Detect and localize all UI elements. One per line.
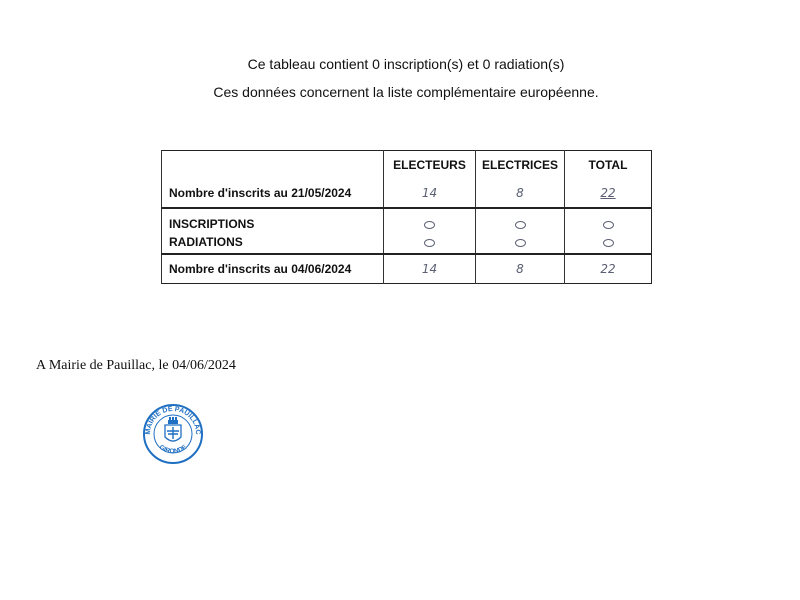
table-header-row [162, 151, 652, 180]
table-row [162, 208, 652, 231]
value-total [565, 208, 652, 231]
value-total [565, 231, 652, 254]
table-row [162, 231, 652, 254]
svg-text:GIRONDE: GIRONDE [157, 443, 189, 456]
handwritten-zero-icon [603, 221, 614, 229]
handwritten-zero-icon [515, 239, 526, 247]
summary-line-counts: Ce tableau contient 0 inscription(s) et 0 radiation(s) [247, 56, 565, 72]
table-row [162, 254, 652, 284]
row-label: Nombre d'inscrits au 21/05/2024 [162, 179, 384, 208]
row-label: Nombre d'inscrits au 04/06/2024 [162, 254, 384, 284]
value-total: 22 [565, 179, 652, 208]
electoral-register-table [161, 150, 652, 284]
value-electeurs [384, 208, 476, 231]
row-label: RADIATIONS [162, 231, 384, 254]
place-and-date: A Mairie de Pauillac, le 04/06/2024 [36, 358, 236, 373]
summary-line-list: Ces données concernent la liste complémentaire européenne. [213, 84, 599, 100]
handwritten-zero-icon [424, 239, 435, 247]
value-electrices [476, 231, 565, 254]
value-total: 22 [565, 254, 652, 284]
value-electrices: 8 [476, 254, 565, 284]
value-electrices: 8 [476, 179, 565, 208]
mairie-stamp-icon [142, 403, 204, 465]
svg-text:MAIRIE DE PAUILLAC: MAIRIE DE PAUILLAC [144, 405, 202, 435]
table-row [162, 179, 652, 208]
header-electrices: ELECTRICES [476, 151, 565, 180]
value-electeurs: 14 [384, 179, 476, 208]
handwritten-zero-icon [424, 221, 435, 229]
header-total: TOTAL [565, 151, 652, 180]
handwritten-zero-icon [603, 239, 614, 247]
header-empty-cell [162, 151, 384, 180]
value-electrices [476, 208, 565, 231]
handwritten-zero-icon [515, 221, 526, 229]
header-electeurs: ELECTEURS [384, 151, 476, 180]
value-electeurs: 14 [384, 254, 476, 284]
row-label: INSCRIPTIONS [162, 208, 384, 231]
value-electeurs [384, 231, 476, 254]
